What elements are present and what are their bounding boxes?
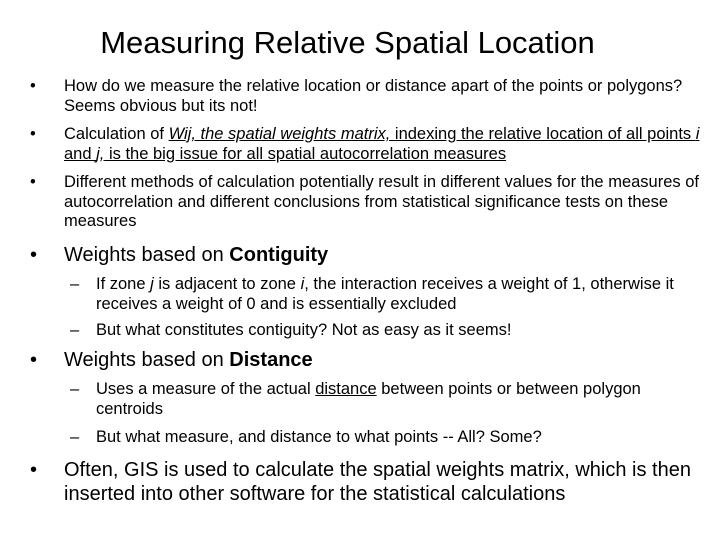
bullet-gis xyxy=(30,458,709,506)
sub-bullet-contiguity-question xyxy=(70,321,706,341)
bullet-weights-matrix xyxy=(30,125,714,164)
bullet-dot: • xyxy=(30,173,36,191)
bullet-text: Different methods of calculation potentially result in different values for the measures of autocorrelation and different conclusions from statistical significance tests on these measures xyxy=(64,173,699,230)
sub-bullet-dash: – xyxy=(70,321,80,339)
sub-bullet-actual-distance xyxy=(70,380,706,419)
bullet-measure-question xyxy=(30,77,714,116)
bullet-text: Weights based on Distance xyxy=(64,349,313,371)
bullet-text: Weights based on Contiguity xyxy=(64,244,329,266)
bullet-dot: • xyxy=(30,244,38,266)
bullet-dot: • xyxy=(30,77,36,95)
bullet-contiguity xyxy=(30,243,709,267)
bullet-text: Often, GIS is used to calculate the spatial weights matrix, which is then inserted into other software for the statistical calculations xyxy=(64,459,691,505)
sub-bullet-text: But what constitutes contiguity? Not as easy as it seems! xyxy=(96,321,512,339)
sub-bullet-adjacent xyxy=(70,275,706,314)
bullet-text: Calculation of Wij, the spatial weights matrix, indexing the relative location of all points i and j, is the big issue for all spatial autocorrelation measures xyxy=(64,125,700,163)
weights-matrix-term: Wij, the spatial weights matrix, xyxy=(168,125,395,143)
bullet-dot: • xyxy=(30,349,38,371)
sub-bullet-dash: – xyxy=(70,380,80,398)
bullet-dot: • xyxy=(30,125,36,143)
bullet-distance xyxy=(30,348,709,372)
sub-bullet-what-measure xyxy=(70,428,706,448)
sub-bullet-dash: – xyxy=(70,275,80,293)
sub-bullet-text: If zone j is adjacent to zone i, the interaction receives a weight of 1, otherwise it receives a weight of 0 and is essentially excluded xyxy=(96,275,674,313)
distance-underlined: distance xyxy=(315,380,377,398)
sub-bullet-text: But what measure, and distance to what points -- All? Some? xyxy=(96,428,542,446)
bullet-different-methods xyxy=(30,173,714,232)
bullet-dot: • xyxy=(30,459,38,481)
contiguity-term: Contiguity xyxy=(229,244,329,266)
distance-term: Distance xyxy=(229,349,313,371)
bullet-text: How do we measure the relative location or distance apart of the points or polygons? Seems obvious but its not! xyxy=(64,77,683,115)
slide-title: Measuring Relative Spatial Location xyxy=(100,25,595,60)
sub-bullet-dash: – xyxy=(70,428,80,446)
sub-bullet-text: Uses a measure of the actual distance between points or between polygon centroids xyxy=(96,380,641,418)
